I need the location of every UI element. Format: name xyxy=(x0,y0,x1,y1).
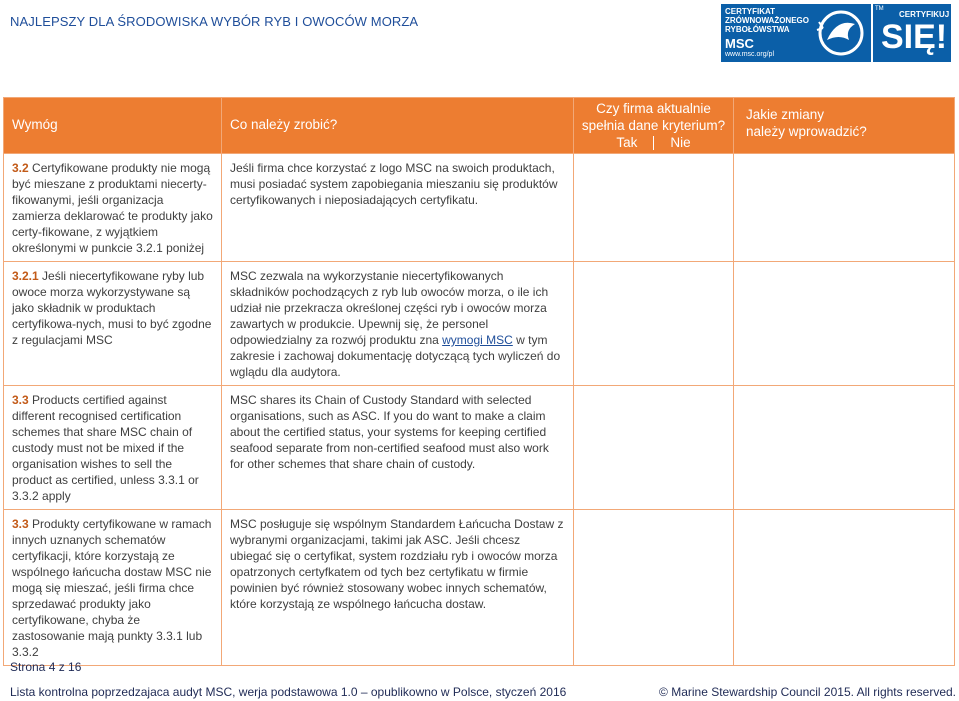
header-changes-line2: należy wprowadzić? xyxy=(746,124,867,139)
certyfikuj-sie-logo xyxy=(873,4,951,62)
trademark-mark: TM xyxy=(875,6,884,12)
requirement-number: 3.2.1 xyxy=(12,269,39,283)
header-divider xyxy=(653,136,654,150)
table-row xyxy=(4,154,955,262)
logo-url: www.msc.org/pl xyxy=(725,51,775,58)
table-row xyxy=(4,386,955,510)
action-cell xyxy=(222,262,574,386)
requirement-cell xyxy=(4,262,222,386)
document-header-title: NAJLEPSZY DLA ŚRODOWISKA WYBÓR RYB I OWOCÓW MORZA xyxy=(10,14,419,29)
status-cell[interactable] xyxy=(574,262,734,386)
action-text-cont: w tym zakresie i zachowaj dokumentację dotyczącą tych wyliczeń do wglądu dla audytora. xyxy=(230,333,561,379)
action-text: MSC zezwala na wykorzystanie niecertyfikowanych składników pochodzących z ryb lub owoców morza, o ile ich udział nie przekracza określonej części ryb i owoców morza zawartych w produkcie. Upewnij się, że personel odpowiedzialny za rozwój produktu zna xyxy=(230,269,549,347)
requirement-text: Certyfikowane produkty nie mogą być mieszane z produktami niecerty-fikowanymi, jeśli organizacja zamierza deklarować te produkty jako certy-fikowane, z wyjątkiem określonymi w punkcie 3.2.1 poniżej xyxy=(12,161,213,255)
logo-tagline: CERTYFIKAT ZRÓWNOWAŻONEGO RYBOŁÓWSTWA xyxy=(725,7,809,34)
logo-sie: SIĘ! xyxy=(881,18,948,56)
table-row xyxy=(4,510,955,666)
msc-certification-logo xyxy=(721,4,871,62)
copyright: © Marine Stewardship Council 2015. All rights reserved. xyxy=(659,685,956,699)
action-cell xyxy=(222,386,574,510)
header-requirement: Wymóg xyxy=(4,98,222,154)
header-status-line1: Czy firma aktualnie xyxy=(596,101,711,116)
requirement-text: Products certified against different recognised certification schemes that share MSC chain of custody must not be mixed if the organisation wishes to sell the product as certified, unless 3.3.1 or 3.3.2 apply xyxy=(12,393,199,503)
table-header-row xyxy=(4,98,955,154)
requirement-number: 3.3 xyxy=(12,393,29,407)
action-text: MSC shares its Chain of Custody Standard with selected organisations, such as ASC. If you do want to make a claim about the certified status, your systems for keeping certified seafood separate from non-certified seafood must also work for other schemes that share chain of custody. xyxy=(230,393,549,471)
logo-brand: MSC xyxy=(725,36,754,51)
requirement-cell xyxy=(4,154,222,262)
msc-requirements-link[interactable]: wymogi MSC xyxy=(442,333,513,347)
requirement-number: 3.2 xyxy=(12,161,29,175)
action-text: Jeśli firma chce korzystać z logo MSC na swoich produktach, musi posiadać system zapobiegania mieszaniu się produktów certyfikowanych i nieposiadających certyfikatu. xyxy=(230,161,558,207)
msc-fish-icon xyxy=(815,10,867,56)
changes-cell[interactable] xyxy=(734,154,955,262)
checklist-table xyxy=(3,97,955,666)
requirement-cell xyxy=(4,386,222,510)
changes-cell[interactable] xyxy=(734,510,955,666)
header-status-line2: spełnia dane kryterium? xyxy=(581,118,726,133)
header-changes-line1: Jakie zmiany xyxy=(746,107,825,122)
action-text: MSC posługuje się wspólnym Standardem Łańcucha Dostaw z wybranymi organizacjami, takimi jak ASC. Jeśli chcesz ubiegać się o certyfikat, system rozdziału ryb i owoców morza opatrzonych certyfkatem od tych bez certyfikatu w firmie powinien być również stosowany wobec innych schematów, które korzystają ze wspólnego łańcucha dostaw. xyxy=(230,517,564,611)
status-cell[interactable] xyxy=(574,510,734,666)
requirement-text: Jeśli niecertyfikowane ryby lub owoce morza wykorzystywane są jako składnik w produktach certyfikowa-nych, musi to być zgodne z regulacjami MSC xyxy=(12,269,212,347)
status-cell[interactable] xyxy=(574,386,734,510)
header-no: Nie xyxy=(670,135,691,150)
table-row xyxy=(4,262,955,386)
changes-cell[interactable] xyxy=(734,262,955,386)
logo-certyfikuj: CERTYFIKUJ xyxy=(899,10,950,19)
requirement-number: 3.3 xyxy=(12,517,29,531)
action-cell xyxy=(222,510,574,666)
header-action: Co należy zrobić? xyxy=(222,98,574,154)
header-status xyxy=(574,98,734,154)
changes-cell[interactable] xyxy=(734,386,955,510)
requirement-cell xyxy=(4,510,222,666)
header-changes xyxy=(734,98,955,154)
action-cell xyxy=(222,154,574,262)
requirement-text: Produkty certyfikowane w ramach innych uznanych schematów certyfikacji, które korzystają ze wspólnego łańcucha dostaw MSC nie mogą się mieszać, jeśli firma chce sprzedawać produkty jako certyfikowane, chyba że zastosowanie mają punkty 3.3.1 lub 3.3.2 xyxy=(12,517,212,659)
status-cell[interactable] xyxy=(574,154,734,262)
document-info: Lista kontrolna poprzedzajaca audyt MSC, werja podstawowa 1.0 – opublikowno w Polsce, styczeń 2016 xyxy=(10,685,567,699)
header-yes: Tak xyxy=(616,135,638,150)
page-number: Strona 4 z 16 xyxy=(10,660,82,674)
